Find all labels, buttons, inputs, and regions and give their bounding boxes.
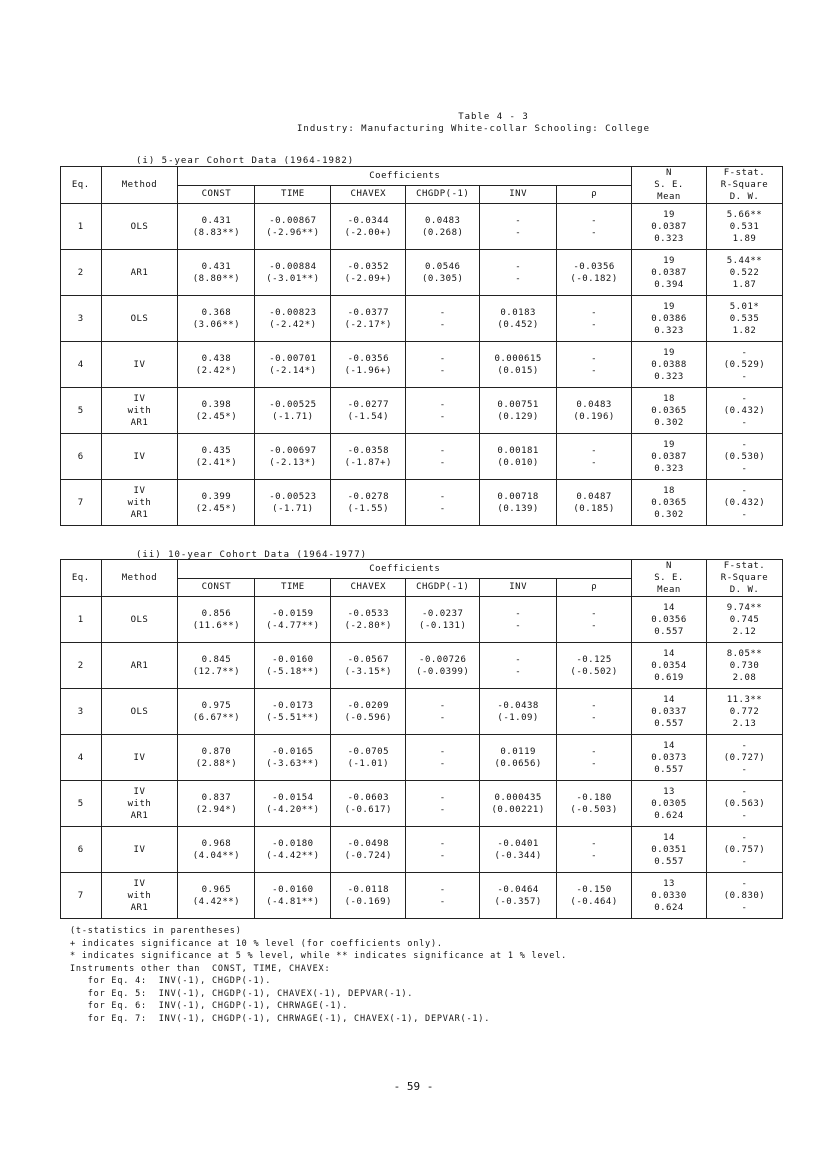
cell-fs: - (0.830) - xyxy=(706,873,782,919)
note-line: * indicates significance at 5 % level, while ** indicates significance at 1 % level. xyxy=(70,951,568,961)
cell-chgdp: - - xyxy=(406,342,480,388)
cell-chavex: -0.0498 (-0.724) xyxy=(331,827,406,873)
cell-nse: 18 0.0365 0.302 xyxy=(632,480,707,526)
cell-chgdp: - - xyxy=(406,689,480,735)
cell-nse: 13 0.0330 0.624 xyxy=(632,873,707,919)
cell-rho: - - xyxy=(557,204,632,250)
header-time: TIME xyxy=(255,578,331,597)
cell-fs: 5.44** 0.522 1.87 xyxy=(706,250,782,296)
cell-inv: - - xyxy=(480,643,557,689)
cell-chgdp: - - xyxy=(406,388,480,434)
cell-chavex: -0.0344 (-2.00+) xyxy=(331,204,406,250)
table-subtitle: Industry: Manufacturing White-collar Schooling: College xyxy=(296,124,650,134)
cell-fs: 11.3** 0.772 2.13 xyxy=(706,689,782,735)
cell-fs: - (0.432) - xyxy=(706,480,782,526)
table-row xyxy=(61,873,783,919)
cell-method: IV with AR1 xyxy=(101,480,178,526)
cell-fs: - (0.529) - xyxy=(706,342,782,388)
cell-rho: 0.0483 (0.196) xyxy=(557,388,632,434)
cell-const: 0.431 (8.80**) xyxy=(178,250,255,296)
cell-time: -0.0165 (-3.63**) xyxy=(255,735,331,781)
cell-inv: - - xyxy=(480,250,557,296)
note-line: for Eq. 4: INV(-1), CHGDP(-1). xyxy=(70,976,272,986)
header-chgdp: CHGDP(-1) xyxy=(406,185,480,204)
cell-inv: -0.0464 (-0.357) xyxy=(480,873,557,919)
header-method: Method xyxy=(101,167,178,204)
cell-nse: 13 0.0305 0.624 xyxy=(632,781,707,827)
header-n-se-mean: N S. E. Mean xyxy=(632,167,707,204)
cell-rho: - - xyxy=(557,342,632,388)
cell-nse: 19 0.0388 0.323 xyxy=(632,342,707,388)
header-chavex: CHAVEX xyxy=(331,185,406,204)
cell-eq: 7 xyxy=(61,873,102,919)
cell-nse: 14 0.0354 0.619 xyxy=(632,643,707,689)
cell-eq: 3 xyxy=(61,689,102,735)
cell-eq: 2 xyxy=(61,643,102,689)
cell-chgdp: - - xyxy=(406,735,480,781)
cell-const: 0.965 (4.42**) xyxy=(178,873,255,919)
cell-nse: 14 0.0351 0.557 xyxy=(632,827,707,873)
cell-method: IV with AR1 xyxy=(101,873,178,919)
cell-inv: 0.00718 (0.139) xyxy=(480,480,557,526)
cell-inv: 0.000615 (0.015) xyxy=(480,342,557,388)
cell-eq: 1 xyxy=(61,204,102,250)
header-time: TIME xyxy=(255,185,331,204)
cell-eq: 1 xyxy=(61,597,102,643)
table-row xyxy=(61,643,783,689)
header-fstat: F-stat. R-Square D. W. xyxy=(706,167,782,204)
cell-eq: 5 xyxy=(61,388,102,434)
cell-fs: 5.01* 0.535 1.82 xyxy=(706,296,782,342)
cell-chgdp: - - xyxy=(406,480,480,526)
cell-inv: - - xyxy=(480,597,557,643)
table-row xyxy=(61,342,783,388)
header-rho: ρ xyxy=(557,185,632,204)
cell-time: -0.00823 (-2.42*) xyxy=(255,296,331,342)
cell-chavex: -0.0533 (-2.80*) xyxy=(331,597,406,643)
cell-chgdp: - - xyxy=(406,434,480,480)
cell-const: 0.368 (3.06**) xyxy=(178,296,255,342)
cell-rho: -0.0356 (-0.182) xyxy=(557,250,632,296)
cell-rho: - - xyxy=(557,735,632,781)
cell-chgdp: - - xyxy=(406,296,480,342)
cell-eq: 4 xyxy=(61,735,102,781)
cell-eq: 3 xyxy=(61,296,102,342)
note-line: for Eq. 6: INV(-1), CHGDP(-1), CHRWAGE(-1). xyxy=(70,1001,349,1011)
cell-inv: -0.0438 (-1.09) xyxy=(480,689,557,735)
cell-chgdp: - - xyxy=(406,873,480,919)
cell-inv: 0.0183 (0.452) xyxy=(480,296,557,342)
cell-time: -0.0160 (-4.81**) xyxy=(255,873,331,919)
cell-fs: 8.05** 0.730 2.08 xyxy=(706,643,782,689)
note-line: + indicates significance at 10 % level (for coefficients only). xyxy=(70,938,443,949)
cell-nse: 14 0.0373 0.557 xyxy=(632,735,707,781)
cell-method: IV with AR1 xyxy=(101,781,178,827)
header-rho: ρ xyxy=(557,578,632,597)
table-row xyxy=(61,827,783,873)
cell-nse: 19 0.0387 0.394 xyxy=(632,250,707,296)
cell-nse: 19 0.0387 0.323 xyxy=(632,434,707,480)
header-coefficients: Coefficients xyxy=(178,560,632,579)
cell-chavex: -0.0358 (-1.87+) xyxy=(331,434,406,480)
cell-method: IV with AR1 xyxy=(101,388,178,434)
cell-time: -0.0160 (-5.18**) xyxy=(255,643,331,689)
header-fstat: F-stat. R-Square D. W. xyxy=(706,560,782,597)
cell-nse: 14 0.0337 0.557 xyxy=(632,689,707,735)
cell-rho: - - xyxy=(557,827,632,873)
note-line: Instruments other than CONST, TIME, CHAVEX: xyxy=(70,963,331,974)
cell-const: 0.975 (6.67**) xyxy=(178,689,255,735)
cell-rho: - - xyxy=(557,689,632,735)
header-chavex: CHAVEX xyxy=(331,578,406,597)
cell-fs: 9.74** 0.745 2.12 xyxy=(706,597,782,643)
cell-chgdp: 0.0546 (0.305) xyxy=(406,250,480,296)
header-eq: Eq. xyxy=(61,167,102,204)
page-number: - 59 - xyxy=(393,1080,434,1093)
cell-const: 0.968 (4.04**) xyxy=(178,827,255,873)
cell-chavex: -0.0603 (-0.617) xyxy=(331,781,406,827)
cell-chgdp: -0.00726 (-0.0399) xyxy=(406,643,480,689)
cell-rho: - - xyxy=(557,296,632,342)
cell-time: -0.00697 (-2.13*) xyxy=(255,434,331,480)
cell-method: AR1 xyxy=(101,643,178,689)
header-eq: Eq. xyxy=(61,560,102,597)
cell-eq: 7 xyxy=(61,480,102,526)
table-row xyxy=(61,434,783,480)
header-const: CONST xyxy=(178,185,255,204)
cell-const: 0.438 (2.42*) xyxy=(178,342,255,388)
cell-const: 0.837 (2.94*) xyxy=(178,781,255,827)
cell-rho: -0.125 (-0.502) xyxy=(557,643,632,689)
regression-table-10yr xyxy=(60,559,783,919)
table-title: Table 4 - 3 xyxy=(458,112,529,122)
cell-const: 0.435 (2.41*) xyxy=(178,434,255,480)
cell-const: 0.399 (2.45*) xyxy=(178,480,255,526)
cell-time: -0.00523 (-1.71) xyxy=(255,480,331,526)
cell-nse: 19 0.0387 0.323 xyxy=(632,204,707,250)
cell-method: IV xyxy=(101,342,178,388)
cell-const: 0.870 (2.88*) xyxy=(178,735,255,781)
table-row xyxy=(61,250,783,296)
table-row xyxy=(61,735,783,781)
cell-eq: 6 xyxy=(61,434,102,480)
regression-table-5yr xyxy=(60,166,783,526)
cell-const: 0.398 (2.45*) xyxy=(178,388,255,434)
cell-inv: 0.00181 (0.010) xyxy=(480,434,557,480)
cell-method: OLS xyxy=(101,296,178,342)
cell-chavex: -0.0277 (-1.54) xyxy=(331,388,406,434)
cell-chgdp: 0.0483 (0.268) xyxy=(406,204,480,250)
cell-time: -0.0154 (-4.20**) xyxy=(255,781,331,827)
note-line: for Eq. 5: INV(-1), CHGDP(-1), CHAVEX(-1), DEPVAR(-1). xyxy=(70,988,414,999)
cell-rho: -0.150 (-0.464) xyxy=(557,873,632,919)
cell-const: 0.845 (12.7**) xyxy=(178,643,255,689)
cell-inv: 0.000435 (0.00221) xyxy=(480,781,557,827)
cell-fs: - (0.563) - xyxy=(706,781,782,827)
cell-fs: - (0.727) - xyxy=(706,735,782,781)
cell-chavex: -0.0278 (-1.55) xyxy=(331,480,406,526)
cell-chavex: -0.0356 (-1.96+) xyxy=(331,342,406,388)
cell-const: 0.431 (8.83**) xyxy=(178,204,255,250)
cell-method: OLS xyxy=(101,597,178,643)
table-row xyxy=(61,781,783,827)
cell-time: -0.00884 (-3.01**) xyxy=(255,250,331,296)
note-line: for Eq. 7: INV(-1), CHGDP(-1), CHRWAGE(-1), CHAVEX(-1), DEPVAR(-1). xyxy=(70,1013,491,1024)
cell-chavex: -0.0209 (-0.596) xyxy=(331,689,406,735)
header-n-se-mean: N S. E. Mean xyxy=(632,560,707,597)
cell-inv: -0.0401 (-0.344) xyxy=(480,827,557,873)
cell-nse: 18 0.0365 0.302 xyxy=(632,388,707,434)
cell-rho: - - xyxy=(557,434,632,480)
header-chgdp: CHGDP(-1) xyxy=(406,578,480,597)
table-row xyxy=(61,480,783,526)
cell-eq: 2 xyxy=(61,250,102,296)
table-row xyxy=(61,388,783,434)
cell-chgdp: -0.0237 (-0.131) xyxy=(406,597,480,643)
cell-method: OLS xyxy=(101,204,178,250)
header-coefficients: Coefficients xyxy=(178,167,632,186)
cell-fs: - (0.432) - xyxy=(706,388,782,434)
cell-rho: - - xyxy=(557,597,632,643)
cell-rho: 0.0487 (0.185) xyxy=(557,480,632,526)
table-row xyxy=(61,597,783,643)
cell-method: IV xyxy=(101,434,178,480)
cell-inv: 0.00751 (0.129) xyxy=(480,388,557,434)
cell-time: -0.00525 (-1.71) xyxy=(255,388,331,434)
header-method: Method xyxy=(101,560,178,597)
cell-fs: 5.66** 0.531 1.89 xyxy=(706,204,782,250)
cell-eq: 4 xyxy=(61,342,102,388)
cell-chavex: -0.0705 (-1.01) xyxy=(331,735,406,781)
cell-rho: -0.180 (-0.503) xyxy=(557,781,632,827)
cell-nse: 14 0.0356 0.557 xyxy=(632,597,707,643)
cell-time: -0.00867 (-2.96**) xyxy=(255,204,331,250)
header-const: CONST xyxy=(178,578,255,597)
cell-chavex: -0.0567 (-3.15*) xyxy=(331,643,406,689)
cell-eq: 5 xyxy=(61,781,102,827)
header-inv: INV xyxy=(480,578,557,597)
table-row xyxy=(61,296,783,342)
header-inv: INV xyxy=(480,185,557,204)
cell-chgdp: - - xyxy=(406,781,480,827)
cell-inv: - - xyxy=(480,204,557,250)
table-row xyxy=(61,204,783,250)
cell-time: -0.0159 (-4.77**) xyxy=(255,597,331,643)
cell-fs: - (0.757) - xyxy=(706,827,782,873)
cell-method: IV xyxy=(101,827,178,873)
note-line: (t-statistics in parentheses) xyxy=(70,926,242,936)
cell-time: -0.0173 (-5.51**) xyxy=(255,689,331,735)
cell-time: -0.0180 (-4.42**) xyxy=(255,827,331,873)
table-row xyxy=(61,689,783,735)
cell-chavex: -0.0377 (-2.17*) xyxy=(331,296,406,342)
cell-nse: 19 0.0386 0.323 xyxy=(632,296,707,342)
cell-inv: 0.0119 (0.0656) xyxy=(480,735,557,781)
cell-eq: 6 xyxy=(61,827,102,873)
table-notes xyxy=(70,925,567,1025)
cell-method: IV xyxy=(101,735,178,781)
cell-method: AR1 xyxy=(101,250,178,296)
section2-label: (ii) 10-year Cohort Data (1964-1977) xyxy=(136,550,368,560)
cell-chgdp: - - xyxy=(406,827,480,873)
cell-time: -0.00701 (-2.14*) xyxy=(255,342,331,388)
section1-label: (i) 5-year Cohort Data (1964-1982) xyxy=(136,156,355,166)
cell-fs: - (0.530) - xyxy=(706,434,782,480)
cell-chavex: -0.0352 (-2.09+) xyxy=(331,250,406,296)
cell-method: OLS xyxy=(101,689,178,735)
cell-chavex: -0.0118 (-0.169) xyxy=(331,873,406,919)
cell-const: 0.856 (11.6**) xyxy=(178,597,255,643)
